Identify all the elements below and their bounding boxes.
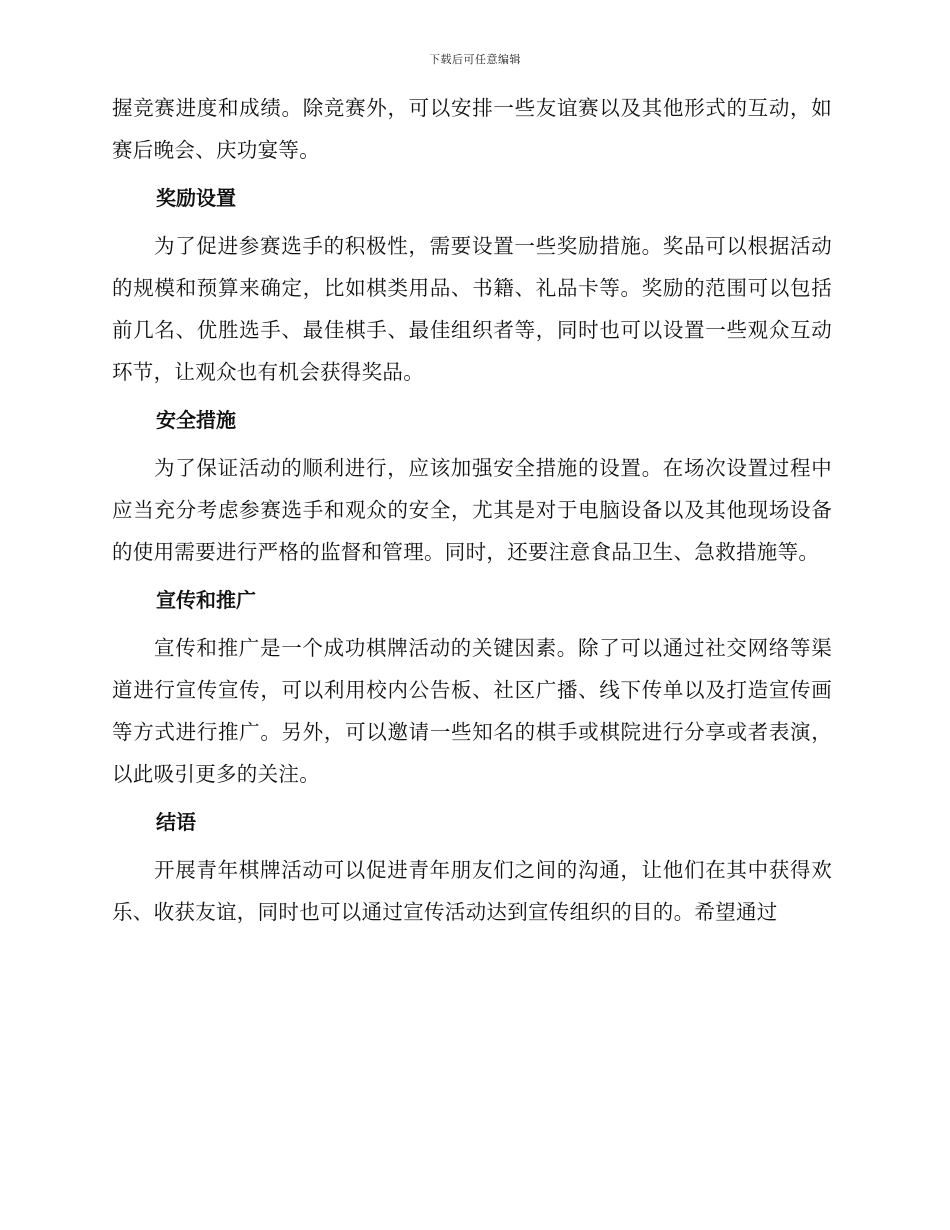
page-header-watermark: 下载后可任意编辑	[429, 53, 521, 66]
section-paragraph: 宣传和推广是一个成功棋牌活动的关键因素。除了可以通过社交网络等渠道进行宣传宣传，可以利用校内公告板、社区广播、线下传单以及打造宣传画等方式进行推广。另外，可以邀请一些知名的棋手或棋院进行分享或者表演，以此吸引更多的关注。	[112, 636, 832, 786]
section-promotion	[112, 583, 832, 795]
section-heading: 宣传和推广	[156, 588, 256, 612]
section-paragraph: 开展青年棋牌活动可以促进青年朋友们之间的沟通，让他们在其中获得欢乐、收获友谊，同时也可以通过宣传活动达到宣传组织的目的。希望通过	[112, 858, 832, 924]
section-heading: 结语	[156, 810, 196, 834]
document-body	[112, 87, 832, 933]
section-paragraph: 为了保证活动的顺利进行，应该加强安全措施的设置。在场次设置过程中应当充分考虑参赛选手和观众的安全，尤其是对于电脑设备以及其他现场设备的使用需要进行严格的监督和管理。同时，还要注意食品卫生、急救措施等。	[112, 456, 832, 564]
intro-paragraph: 握竞赛进度和成绩。除竞赛外，可以安排一些友谊赛以及其他形式的互动，如赛后晚会、庆功宴等。	[112, 96, 832, 162]
section-paragraph: 为了促进参赛选手的积极性，需要设置一些奖励措施。奖品可以根据活动的规模和预算来确定，比如棋类用品、书籍、礼品卡等。奖励的范围可以包括前几名、优胜选手、最佳棋手、最佳组织者等，同时也可以设置一些观众互动环节，让观众也有机会获得奖品。	[112, 234, 832, 384]
section-heading: 奖励设置	[156, 186, 236, 210]
section-conclusion	[112, 805, 832, 933]
section-rewards	[112, 181, 832, 393]
section-safety	[112, 403, 832, 573]
section-heading: 安全措施	[156, 408, 236, 432]
